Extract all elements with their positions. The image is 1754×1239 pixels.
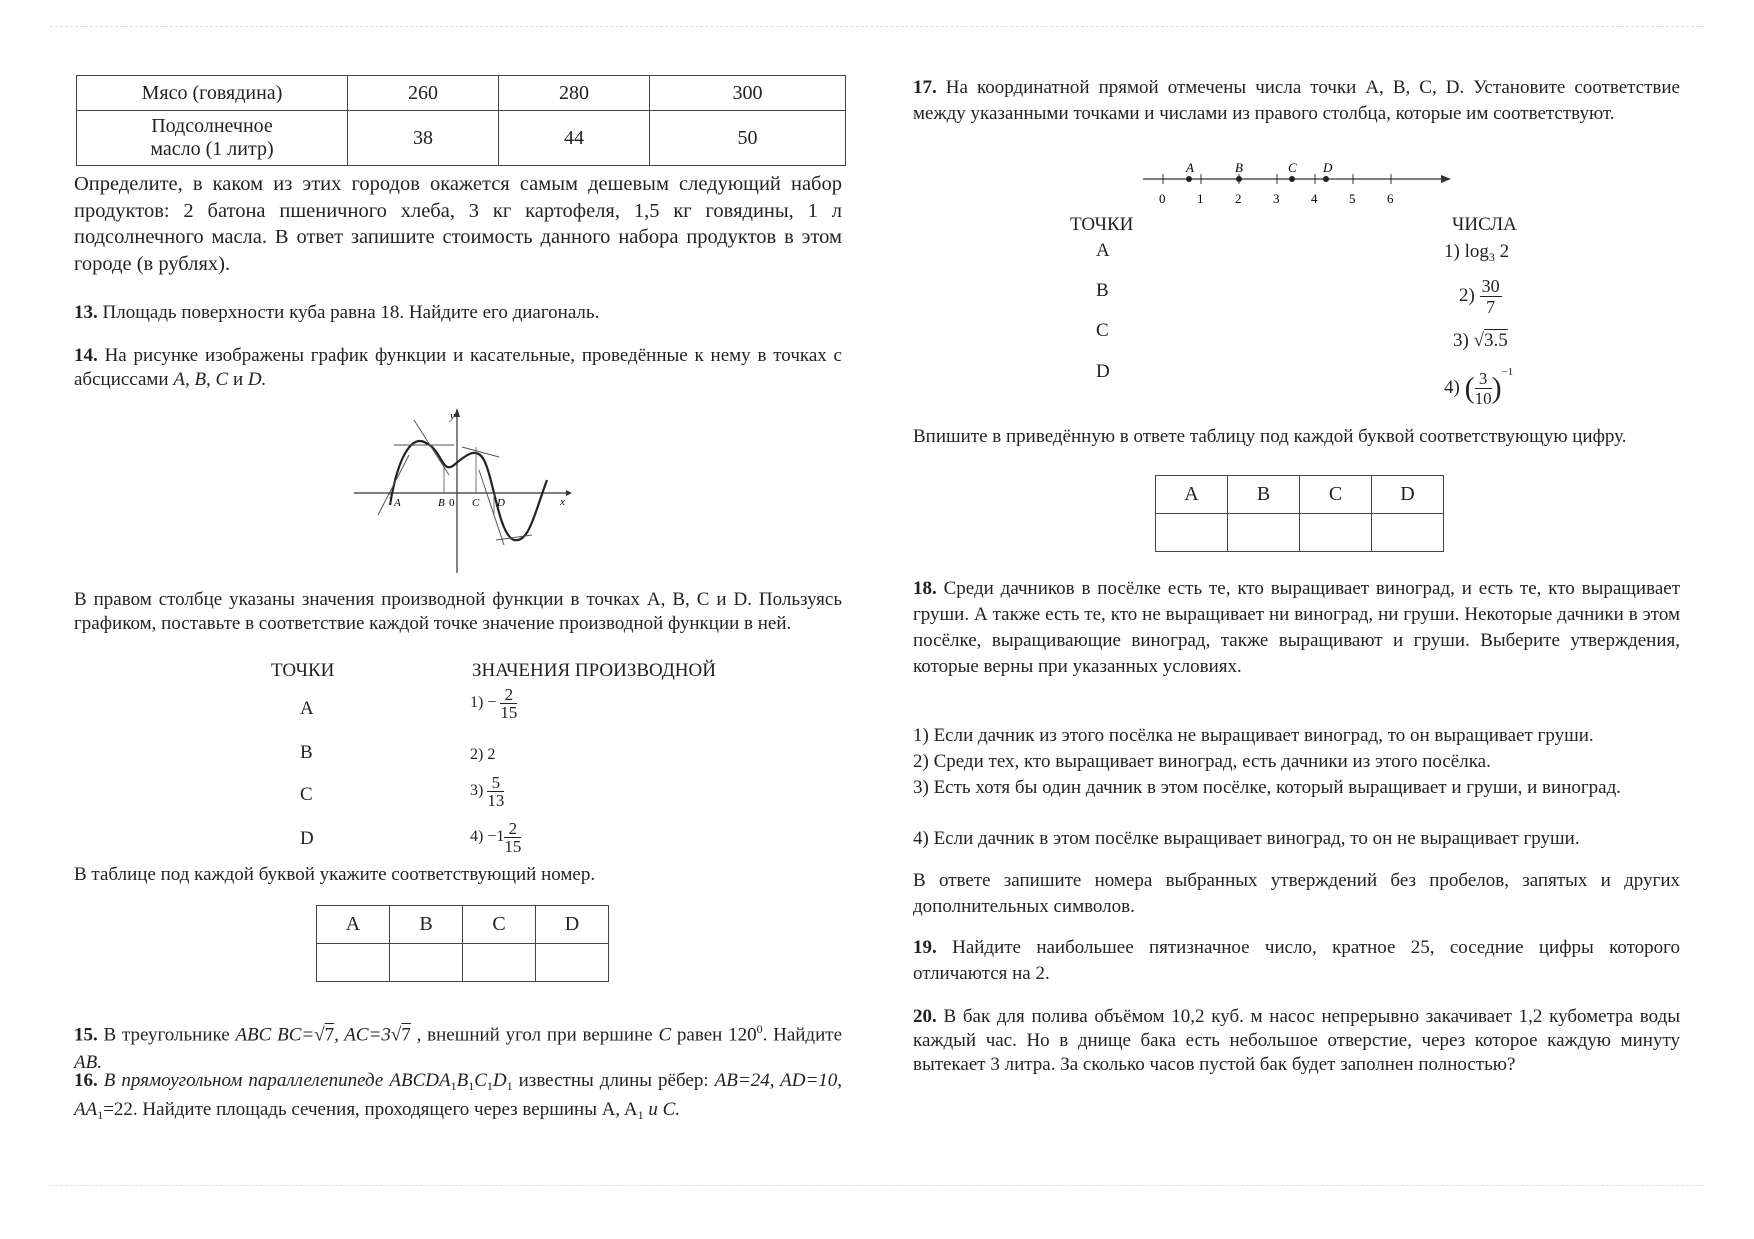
graph-origin-label: 0 xyxy=(449,497,455,509)
task-19: 19. Найдите наибольшее пятизначное число, кратное 25, соседние цифры которого отличаются на 2. xyxy=(913,937,1681,984)
task-18-item-3: 3) Есть хотя бы один дачник в этом посёлке, который выращивает и груши, и виноград. xyxy=(913,777,1622,798)
m17-value-2: 2) $\frac{30}{7}$ xyxy=(1459,276,1500,317)
table-row: A B C D xyxy=(1156,476,1444,514)
m14-value-3: 3) $\frac{5}{13}$ xyxy=(470,773,505,810)
answer-cell-a[interactable] xyxy=(1156,514,1228,552)
m14-point-d: D xyxy=(300,828,314,849)
task-18-item-4: 4) Если дачник в этом посёлке выращивает виноград, то он не выращивает груши. xyxy=(913,828,1580,849)
answer-cell-c[interactable] xyxy=(463,944,536,982)
answer-table-17 xyxy=(1155,475,1444,552)
answer-table-14 xyxy=(316,905,609,982)
task-14: 14. На рисунке изображены график функции и касательные, проведённые к нему в точках с абсциссами A, B, C и D. xyxy=(74,345,842,390)
m17-value-3: 3) √3.5 xyxy=(1453,330,1508,351)
m17-point-d: D xyxy=(1096,361,1110,382)
task-20: 20. В бак для полива объёмом 10,2 куб. м насос непрерывно закачивает 1,2 кубометра воды каждый час. Но в днище бака есть небольшое отверстие, через которое каждую минуту вытекает 3 литра. За сколько часов пустой бак будет заполнен полностью? xyxy=(913,1006,1680,1075)
m17-point-a: A xyxy=(1096,240,1110,261)
m14-point-a: A xyxy=(300,698,314,719)
tick-3: 3 xyxy=(1273,191,1280,206)
m14-value-2: 2) 2 xyxy=(470,746,496,763)
task-18-item-1: 1) Если дачник из этого посёлка не выращивает виноград, то он выращивает груши. xyxy=(913,725,1594,746)
page-edge-bottom xyxy=(50,1185,1704,1186)
nl-point-a: A xyxy=(1186,160,1194,175)
m17-head-left: ТОЧКИ xyxy=(1070,214,1134,235)
page-edge-top xyxy=(50,26,1704,27)
m14-point-c: C xyxy=(300,784,313,805)
nl-point-d: D xyxy=(1323,160,1333,175)
task-18-item-2: 2) Среди тех, кто выращивает виноград, есть дачники из этого посёлка. xyxy=(913,751,1491,772)
price-table xyxy=(76,75,846,166)
task-15: 15. В треугольнике ABC BC=√7, AC=3√7 , внешний угол при вершине C равен $120^0$. Найдите AB. xyxy=(74,1022,842,1074)
answer-cell-d[interactable] xyxy=(536,944,609,982)
answer-cell-d[interactable] xyxy=(1372,514,1444,552)
tick-6: 6 xyxy=(1387,191,1394,206)
m14-head-left: ТОЧКИ xyxy=(271,660,335,681)
answer-cell-c[interactable] xyxy=(1300,514,1372,552)
table-row: Подсолнечное масло (1 литр) 38 44 50 xyxy=(77,111,846,166)
function-graph xyxy=(354,405,574,575)
task-17: 17. На координатной прямой отмечены числа точки A, B, C, D. Установите соответствие между указанными точками и числами из правого столбца, которые им соответствуют. xyxy=(913,77,1680,124)
m17-value-4: 4) ( $\frac{3}{10}$ )$^{-1}$ xyxy=(1444,366,1514,409)
tick-5: 5 xyxy=(1349,191,1356,206)
tick-4: 4 xyxy=(1311,191,1318,206)
table-row: A B C D xyxy=(317,906,609,944)
graph-y-label: y xyxy=(450,410,455,422)
task-18-answer-text: В ответе запишите номера выбранных утверждений без пробелов, запятых и других дополнительных символов. xyxy=(913,870,1680,917)
tick-1: 1 xyxy=(1197,191,1204,206)
graph-c-label: C xyxy=(472,497,480,509)
table-row xyxy=(1156,514,1444,552)
number-line xyxy=(1143,160,1463,210)
graph-a-label: A xyxy=(394,497,401,509)
m17-point-b: B xyxy=(1096,280,1109,301)
graph-b-label: B xyxy=(438,497,445,509)
m14-value-1: 1) − $\frac{2}{15}$ xyxy=(470,685,518,722)
answer-cell-b[interactable] xyxy=(390,944,463,982)
nl-point-c: C xyxy=(1288,160,1297,175)
answer-cell-b[interactable] xyxy=(1228,514,1300,552)
m14-point-b: B xyxy=(300,742,313,763)
task-14-text2: В правом столбце указаны значения производной функции в точках A, B, C и D. Пользуясь графиком, поставьте в соответствие каждой точке значение производной функции в ней. xyxy=(74,589,842,634)
task-13: 13. Площадь поверхности куба равна 18. Найдите его диагональ. xyxy=(74,302,600,323)
tick-0: 0 xyxy=(1159,191,1166,206)
task-18: 18. Среди дачников в посёлке есть те, кто выращивает виноград, и есть те, кто выращивает груши. А также есть те, кто не выращивает ни виноград, ни груши. Некоторые дачники в этом посёлке, выращивающие виноград, также выращивают и груши. Выберите утверждения, которые верны при указанных условиях. xyxy=(913,578,1680,677)
table-row: Мясо (говядина) 260 280 300 xyxy=(77,76,846,111)
nl-point-b: B xyxy=(1235,160,1243,175)
task-12-text: Определите, в каком из этих городов окажется самым дешевым следующий набор продуктов: 2 батона пшеничного хлеба, 3 кг картофеля, 1,5 кг говядины, 1 л подсолнечного масла. В ответ запишите стоимость данного набора продуктов в этом городе (в рублях). xyxy=(74,173,842,275)
tick-2: 2 xyxy=(1235,191,1242,206)
m17-value-1: 1) $\log_3 2$ xyxy=(1444,241,1510,264)
answer-cell-a[interactable] xyxy=(317,944,390,982)
task-16: 16. В прямоугольном параллелепипеде $ABCDA_1B_1C_1D_1$ известны длины рёбер: AB=24, AD=10, $AA_1=22$. Найдите площадь сечения, проходящего через вершины A, $A_1$ и C. xyxy=(74,1070,843,1122)
graph-x-label: x xyxy=(560,496,565,508)
m14-head-right: ЗНАЧЕНИЯ ПРОИЗВОДНОЙ xyxy=(472,660,716,681)
m17-head-right: ЧИСЛА xyxy=(1452,214,1517,235)
m14-value-4: 4) −1 $\frac{2}{15}$ xyxy=(470,819,522,856)
task-14-answer-text: В таблице под каждой буквой укажите соответствующий номер. xyxy=(74,864,596,885)
m17-point-c: C xyxy=(1096,320,1109,341)
graph-d-label: D xyxy=(497,497,505,509)
table-row xyxy=(317,944,609,982)
task-17-answer-text: Впишите в приведённую в ответе таблицу под каждой буквой соответствующую цифру. xyxy=(913,426,1627,447)
